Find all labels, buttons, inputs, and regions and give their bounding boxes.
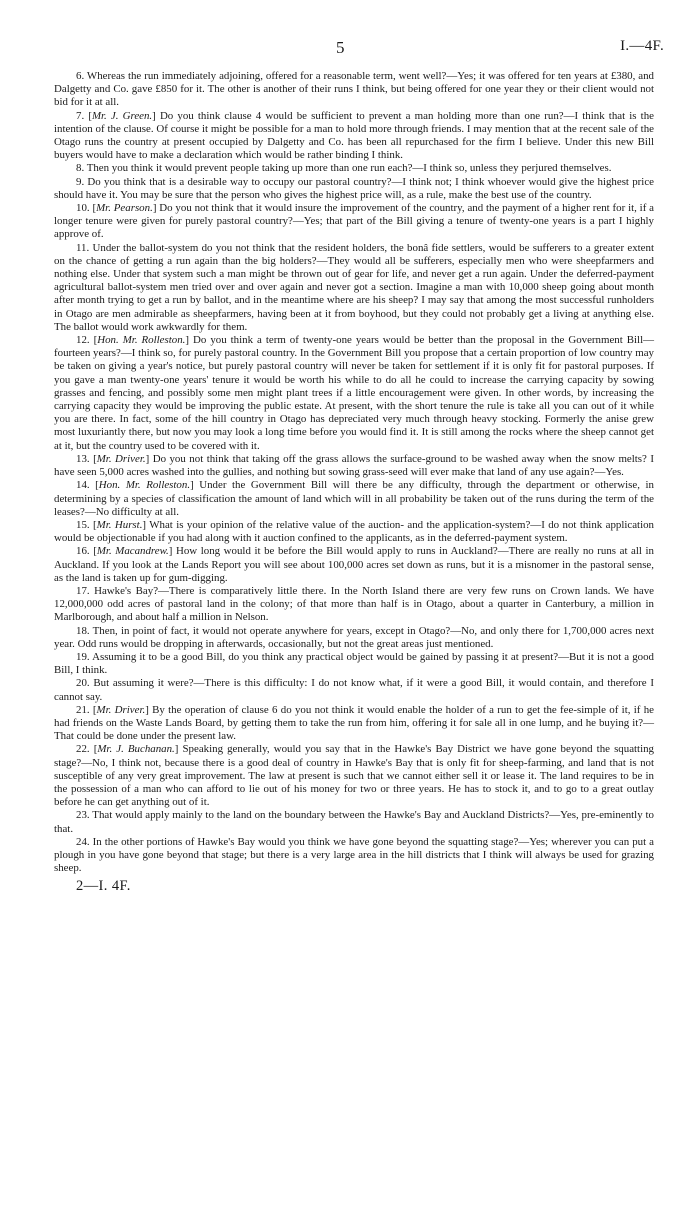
paragraph: 7. [Mr. J. Green.] Do you think clause 4 would be sufficient to prevent a man holding more than one run?—I think that is the intention of the clause. Of course it might be possible for a man to hold more through friends. I may mention that at the recent sale of the Otago runs the country at present occupied by Dalgetty and Co. has been all repurchased for the firm I believe. Under this new Bill buyers would have to make a declaration which would be rather binding I think. (54, 109, 654, 162)
paragraph: 22. [Mr. J. Buchanan.] Speaking generally, would you say that in the Hawke's Bay District we have gone beyond the squatting stage?—No, I think not, because there is a good deal of country in Hawke's Bay that is only fit for sheep-farming, and land that is not susceptible of any very great improvement. The law at present is such that we cannot either sell it or lease it. The land requires to be in the possession of a man who can afford to lie out of his money for two or three years. He has to stock it, and to go to a great outlay before he can get anything out of it. (54, 743, 654, 809)
paragraph (54, 651, 654, 677)
paragraph-text: 22. (76, 743, 90, 756)
paragraph (54, 809, 654, 835)
speaker-name: Mr. Driver. (96, 452, 146, 465)
document-page (54, 38, 664, 895)
paragraph: 21. [Mr. Driver.] By the operation of clause 6 do you not think it would enable the holder of a run to get the fee-simple of it, if he had friends on the Waste Lands Board, by getting them to take the run from him, offering it for sale all in one lump, and he buying it?—That could be done under the present law. (54, 703, 654, 743)
page-header (54, 38, 664, 64)
paragraph-text: 18. Then, in point of fact, it would not operate anywhere for years, except in Otago?—No, and only there for 1,700,000 acres next year. Odd runs would be dropping in afterwards, occasionally, but not the great areas just mentioned. (54, 624, 654, 650)
speaker-name: Mr. Macandrew. (96, 545, 169, 558)
body-text (54, 70, 654, 875)
speaker-name: Mr. J. Green. (91, 109, 153, 122)
paragraph (54, 677, 654, 703)
paragraph-text: 14. (76, 479, 90, 492)
page-number: 5 (336, 38, 345, 57)
paragraph-text: ] Do you not think that taking off the grass allows the surface-ground to be washed away when the snow melts? I have seen 5,000 acres washed into the gullies, and nothing but sowing grass-seed will ever make that land of any use again?—Yes. (54, 452, 654, 479)
paragraph: 15. [Mr. Hurst.] What is your opinion of the relative value of the auction- and the application-system?—I do not think application would be objectionable if you had along with it auction confined to the applicants, as in the deferred-payment system. (54, 518, 654, 545)
speaker-name: Hon. Mr. Rolleston. (97, 334, 186, 347)
paragraph-text: ] Under the Government Bill will there be any difficulty, through the department or otherwise, in determining by a species of classification the amount of land which will in all probability be taken out of the runs during the term of the leases?—No difficulty at all. (54, 479, 654, 518)
paragraph-text: ] By the operation of clause 6 do you not think it would enable the holder of a run to get the fee-simple of it, if he had friends on the Waste Lands Board, by getting them to take the run from him, offering it for sale all in one lump, and he buying it?—That could be done under the present law. (54, 703, 654, 743)
paragraph-text: ] Do you think clause 4 would be sufficient to prevent a man holding more than one run?—I think that is the intention of the clause. Of course it might be possible for a man to hold more through friends. I may mention that at the recent sale of the Otago runs the country at present occupied by Dalgetty and Co. has been all repurchased for the firm I believe. Under this new Bill buyers would have to make a declaration which would be rather binding I think. (54, 109, 654, 162)
speaker-name: Mr. Pearson. (96, 202, 153, 215)
paragraph-text: 7. (76, 109, 85, 122)
paragraph (54, 836, 654, 876)
paragraph (54, 70, 654, 110)
paragraph-text: 15. (76, 518, 90, 531)
paragraph-text: ] Speaking generally, would you say that in the Hawke's Bay District we have gone beyond the squatting stage?—No, I think not, because there is a good deal of country in Hawke's Bay that is only fit for sheep-farming, and land that is not susceptible of any very great improvement. The law at present is such that we cannot either sell it or lease it. The land requires to be in the possession of a man who can afford to lie out of his money for two or three years. He has to stock it, and to go to a great outlay before he can get anything out of it. (54, 743, 654, 809)
paragraph-text: 10. (76, 202, 90, 215)
paragraph (54, 176, 654, 202)
sheet-signature: 2—I. 4F. (76, 878, 131, 895)
paragraph-text: 6. Whereas the run immediately adjoining, offered for a reasonable term, went well?—Yes; it was offered for ten years at £380, and Dalgetty and Co. gave £850 for it. The other is another of their runs I think, but being offered for one year they or their client would not bid for it at all. (54, 70, 654, 109)
paragraph-text: 23. That would apply mainly to the land on the boundary between the Hawke's Bay and Auckland Districts?—Yes, pre-eminently to that. (54, 809, 654, 835)
paragraph-text: ] How long would it be before the Bill would apply to runs in Auckland?—There are really no runs at all in Auckland. If you look at the Lands Report you will see about 100,000 acres set down as runs, but it is a misnomer in the pastoral sense, as the land is taken up for gum-digging. (54, 545, 654, 584)
paragraph-text: 21. (76, 703, 90, 716)
paragraph-text: ] What is your opinion of the relative value of the auction- and the application-system?—I do not think application would be objectionable if you had along with it auction confined to the applicants, as in the deferred-payment system. (54, 518, 654, 545)
paragraph-text: 8. Then you think it would prevent people taking up more than one run each?—I think so, unless they perjured themselves. (76, 162, 612, 175)
paragraph-text: 19. Assuming it to be a good Bill, do you think any practical object would be gained by passing it at present?—But it is not a good Bill, I think. (54, 650, 654, 677)
paragraph-text: 17. Hawke's Bay?—There is comparatively little there. In the North Island there are very few runs on Crown lands. We have 12,000,000 odd acres of pastoral land in the colony; of that more than half is in Otago, about a quarter in Canterbury, a million in Marlborough, and about half a million in Nelson. (54, 584, 654, 624)
speaker-name: Mr. Hurst. (96, 518, 143, 531)
paragraph: 13. [Mr. Driver.] Do you not think that taking off the grass allows the surface-ground to be washed away when the snow melts? I have seen 5,000 acres washed into the gullies, and nothing but sowing grass-seed will ever make that land of any use again?—Yes. (54, 452, 654, 479)
document-reference: I.—4F. (620, 38, 664, 54)
speaker-name: Mr. J. Buchanan. (97, 743, 175, 756)
paragraph (54, 625, 654, 651)
paragraph-text: 13. (76, 452, 90, 465)
paragraph-text: 11. Under the ballot-system do you not think that the resident holders, the bonâ fide settlers, would be sufferers to a greater extent on the chance of getting a run again than the big holders?—They would all be sufferers, especially men who were sheepfarmers and nothing else. Under that system such a man might be thrown out of gear for life, and never get a run again. Under the deferred-payment agricultural ballot-system men tried over and over again and never got a section. Imagine a man with 10,000 sheep going about month after month trying to get a run by ballot, and in the meantime where are his sheep? I may say that among the most successful runholders in Otago are men admirable as sheepfarmers, having been at it from boyhood, but they could not probably get a living at anything else. The ballot would work awkwardly for them. (54, 241, 654, 333)
paragraph-text: 12. (76, 334, 90, 347)
paragraph (54, 162, 654, 175)
paragraph-text: ] Do you think a term of twenty-one years would be better than the proposal in the Government Bill—fourteen years?—I think so, for purely pastoral country. In the Government Bill you propose that a certain proportion of low country may be taken on giving a year's notice, but purely pastoral country will never be taken for settlement if it is only fit for pastoral purposes. If you gave a man twenty-one years' tenure it would be worth his while to do all he could to increase the carrying capacity by sowing grasses and fencing, and possibly some men might plant trees if a little encouragement were given. In other words, by increasing the carrying capacity they would be improving the public estate. At present, with the short tenure the rule is take all you can out of it while you are there. In fact, some of the hill country in Otago has depreciated very much through heavy stocking. Formerly the anise grew most luxuriantly there, but now you may look a long time before you would find it. It is still among the rocks where the sheep cannot get at it, but the country used to be covered with it. (54, 334, 655, 452)
speaker-name: Mr. Driver. (96, 703, 146, 716)
paragraph-text: 20. But assuming it were?—There is this difficulty: I do not know what, if it were a good Bill, it would contain, and therefore I cannot say. (54, 677, 654, 703)
speaker-name: Hon. Mr. Rolleston. (98, 479, 191, 492)
paragraph: 10. [Mr. Pearson.] Do you not think that it would insure the improvement of the country, and the payment of a higher rent for it, if a longer tenure were given for purely pastoral country?—Yes; that part of the Bill giving a tenure of twenty-one years is a part I highly approve of. (54, 202, 655, 241)
paragraph-text: 9. Do you think that is a desirable way to occupy our pastoral country?—I think not; I think whoever would give the highest price should have it. You may be sure that the person who gives the highest price will, as a rule, make the best use of the country. (54, 175, 654, 201)
paragraph-text: 24. In the other portions of Hawke's Bay would you think we have gone beyond the squatting stage?—Yes; wherever you can put a plough in you have gone beyond that stage; but there is a very large area in the hill districts that I think will always be used for grazing sheep. (54, 835, 654, 875)
paragraph: 14. [Hon. Mr. Rolleston.] Under the Government Bill will there be any difficulty, through the department or otherwise, in determining by a species of classification the amount of land which will in all probability be taken out of the runs during the term of the leases?—No difficulty at all. (54, 479, 654, 518)
paragraph: 12. [Hon. Mr. Rolleston.] Do you think a term of twenty-one years would be better than the proposal in the Government Bill—fourteen years?—I think so, for purely pastoral country. In the Government Bill you propose that a certain proportion of low country may be taken on giving a year's notice, but purely pastoral country will never be taken for settlement if it is only fit for pastoral purposes. If you gave a man twenty-one years' tenure it would be worth his while to do all he could to increase the carrying capacity by sowing grasses and fencing, and possibly some men might plant trees if a little encouragement were given. In other words, by increasing the carrying capacity they would be improving the public estate. At present, with the short tenure the rule is take all you can out of it while you are there. In fact, some of the hill country in Otago has depreciated very much through heavy stocking. Formerly the anise grew most luxuriantly there, but now you may look a long time before you would find it. It is still among the rocks where the sheep cannot get at it, but the country used to be covered with it. (54, 334, 655, 452)
paragraph (54, 242, 654, 334)
paragraph-text: ] Do you not think that it would insure the improvement of the country, and the payment of a higher rent for it, if a longer tenure were given for purely pastoral country?—Yes; that part of the Bill giving a tenure of twenty-one years is a part I highly approve of. (54, 202, 655, 241)
paragraph (54, 585, 654, 625)
paragraph: 16. [Mr. Macandrew.] How long would it be before the Bill would apply to runs in Auckland?—There are really no runs at all in Auckland. If you look at the Lands Report you will see about 100,000 acres set down as runs, but it is a misnomer in the pastoral sense, as the land is taken up for gum-digging. (54, 545, 654, 584)
paragraph-text: 16. (76, 545, 90, 558)
